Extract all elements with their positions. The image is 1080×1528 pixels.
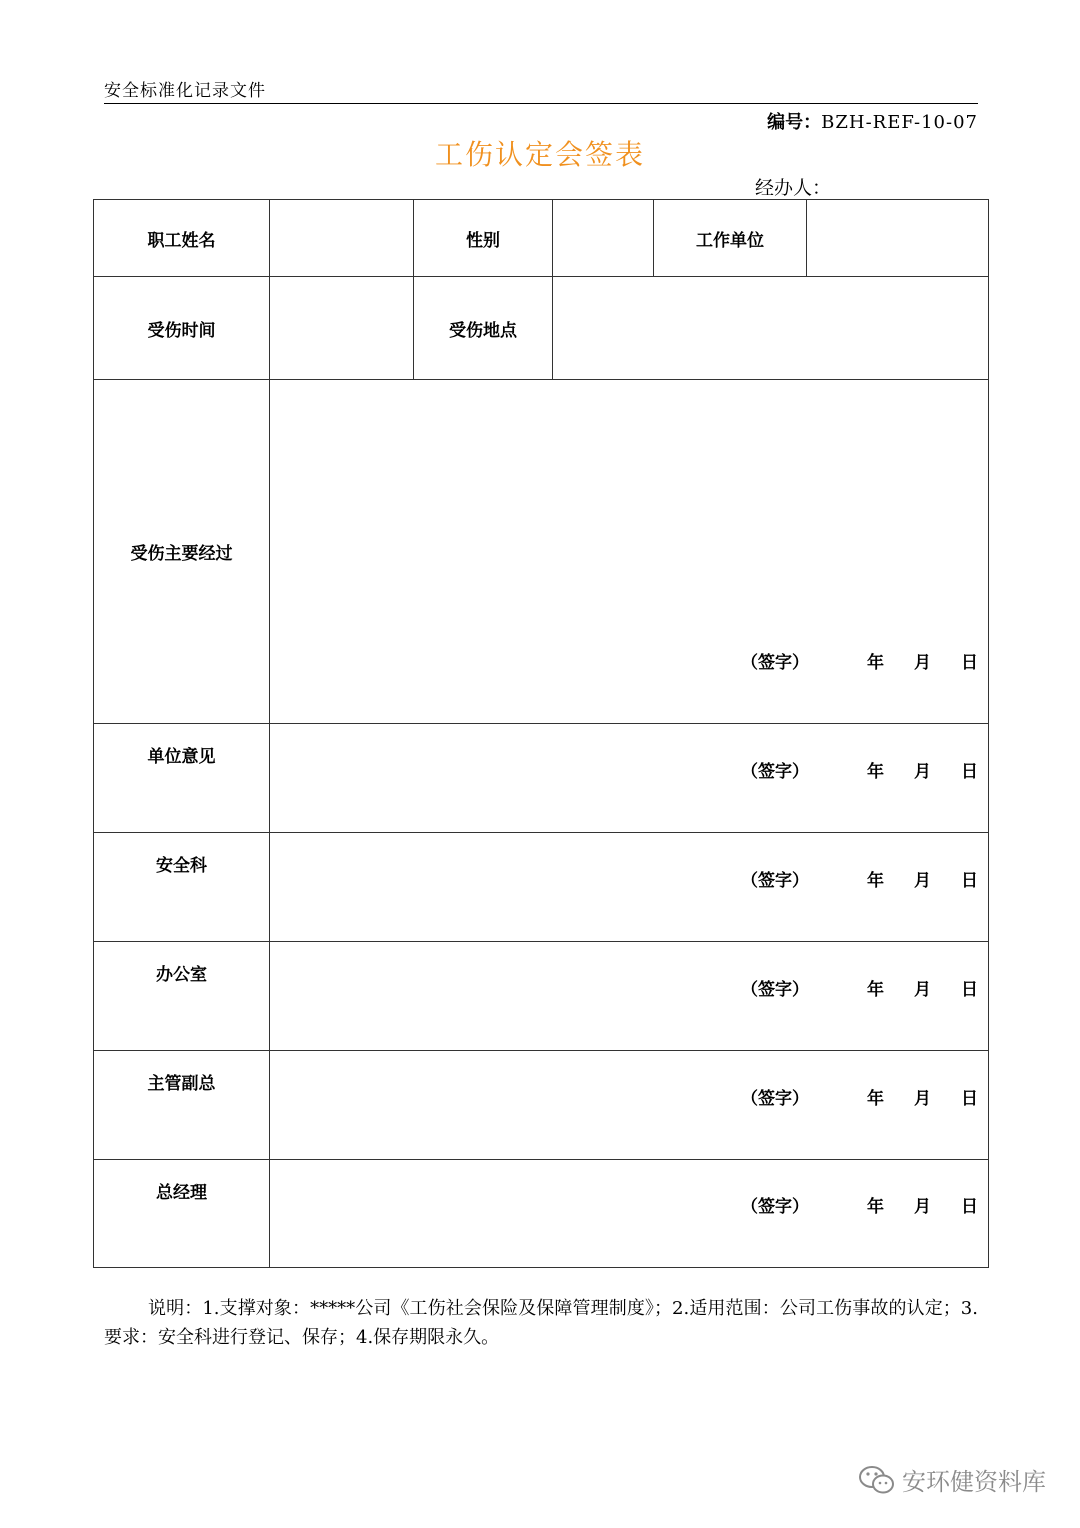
header-org-line: 安全标准化记录文件 (104, 81, 266, 101)
general-manager-label: 总经理 (94, 1160, 270, 1268)
injury-process-label: 受伤主要经过 (94, 380, 270, 724)
month-label: 月 (914, 653, 931, 673)
injury-time-label: 受伤时间 (94, 277, 270, 380)
unit-opinion-field[interactable] (270, 724, 989, 833)
signature-date-line (741, 757, 978, 782)
header-divider (104, 103, 978, 104)
table-row (94, 724, 989, 833)
handler-label: 经办人： (755, 177, 832, 199)
table-row (94, 942, 989, 1051)
year-label: 年 (867, 1197, 884, 1217)
gender-label: 性别 (414, 200, 553, 277)
table-row (94, 1051, 989, 1160)
table-row (94, 200, 989, 277)
deputy-manager-label: 主管副总 (94, 1051, 270, 1160)
employee-name-label: 职工姓名 (94, 200, 270, 277)
day-label: 日 (961, 980, 978, 1000)
document-code (767, 108, 978, 134)
document-code-value: BZH-REF-10-07 (821, 112, 978, 133)
injury-place-label: 受伤地点 (414, 277, 553, 380)
wechat-icon (858, 1464, 896, 1496)
signature-label: （签字） (741, 871, 809, 891)
month-label: 月 (914, 871, 931, 891)
day-label: 日 (961, 762, 978, 782)
table-row (94, 380, 989, 724)
injury-time-field[interactable] (270, 277, 414, 380)
day-label: 日 (961, 1089, 978, 1109)
watermark-text: 安环健资料库 (902, 1468, 1046, 1496)
month-label: 月 (914, 1089, 931, 1109)
safety-dept-label: 安全科 (94, 833, 270, 942)
signature-date-line (741, 1192, 978, 1217)
deputy-manager-field[interactable] (270, 1051, 989, 1160)
day-label: 日 (961, 871, 978, 891)
year-label: 年 (867, 871, 884, 891)
year-label: 年 (867, 1089, 884, 1109)
general-manager-field[interactable] (270, 1160, 989, 1268)
unit-opinion-label: 单位意见 (94, 724, 270, 833)
table-row (94, 277, 989, 380)
office-field[interactable] (270, 942, 989, 1051)
signature-label: （签字） (741, 1197, 809, 1217)
injury-process-field[interactable] (270, 380, 989, 724)
table-row (94, 1160, 989, 1268)
year-label: 年 (867, 653, 884, 673)
signature-date-line (741, 648, 978, 673)
signature-date-line (741, 1084, 978, 1109)
gender-field[interactable] (553, 200, 654, 277)
watermark (858, 1462, 1046, 1497)
month-label: 月 (914, 762, 931, 782)
month-label: 月 (914, 980, 931, 1000)
day-label: 日 (961, 1197, 978, 1217)
page-title: 工伤认定会签表 (434, 138, 645, 171)
table-row (94, 833, 989, 942)
year-label: 年 (867, 762, 884, 782)
month-label: 月 (914, 1197, 931, 1217)
work-unit-label: 工作单位 (654, 200, 807, 277)
signature-date-line (741, 866, 978, 891)
signature-date-line (741, 975, 978, 1000)
safety-dept-field[interactable] (270, 833, 989, 942)
day-label: 日 (961, 653, 978, 673)
signature-label: （签字） (741, 762, 809, 782)
explanatory-note: 说明：1.支撑对象：*****公司《工伤社会保险及保障管理制度》；2.适用范围：公司工伤事故的认定；3. 要求：安全科进行登记、保存；4.保存期限永久。 (104, 1298, 978, 1348)
signature-label: （签字） (741, 1089, 809, 1109)
injury-place-field[interactable] (553, 277, 989, 380)
signature-label: （签字） (741, 980, 809, 1000)
employee-name-field[interactable] (270, 200, 414, 277)
year-label: 年 (867, 980, 884, 1000)
work-unit-field[interactable] (807, 200, 989, 277)
document-code-label: 编号： (767, 112, 822, 133)
sign-off-form-table (93, 199, 989, 1268)
office-label: 办公室 (94, 942, 270, 1051)
signature-label: （签字） (741, 653, 809, 673)
